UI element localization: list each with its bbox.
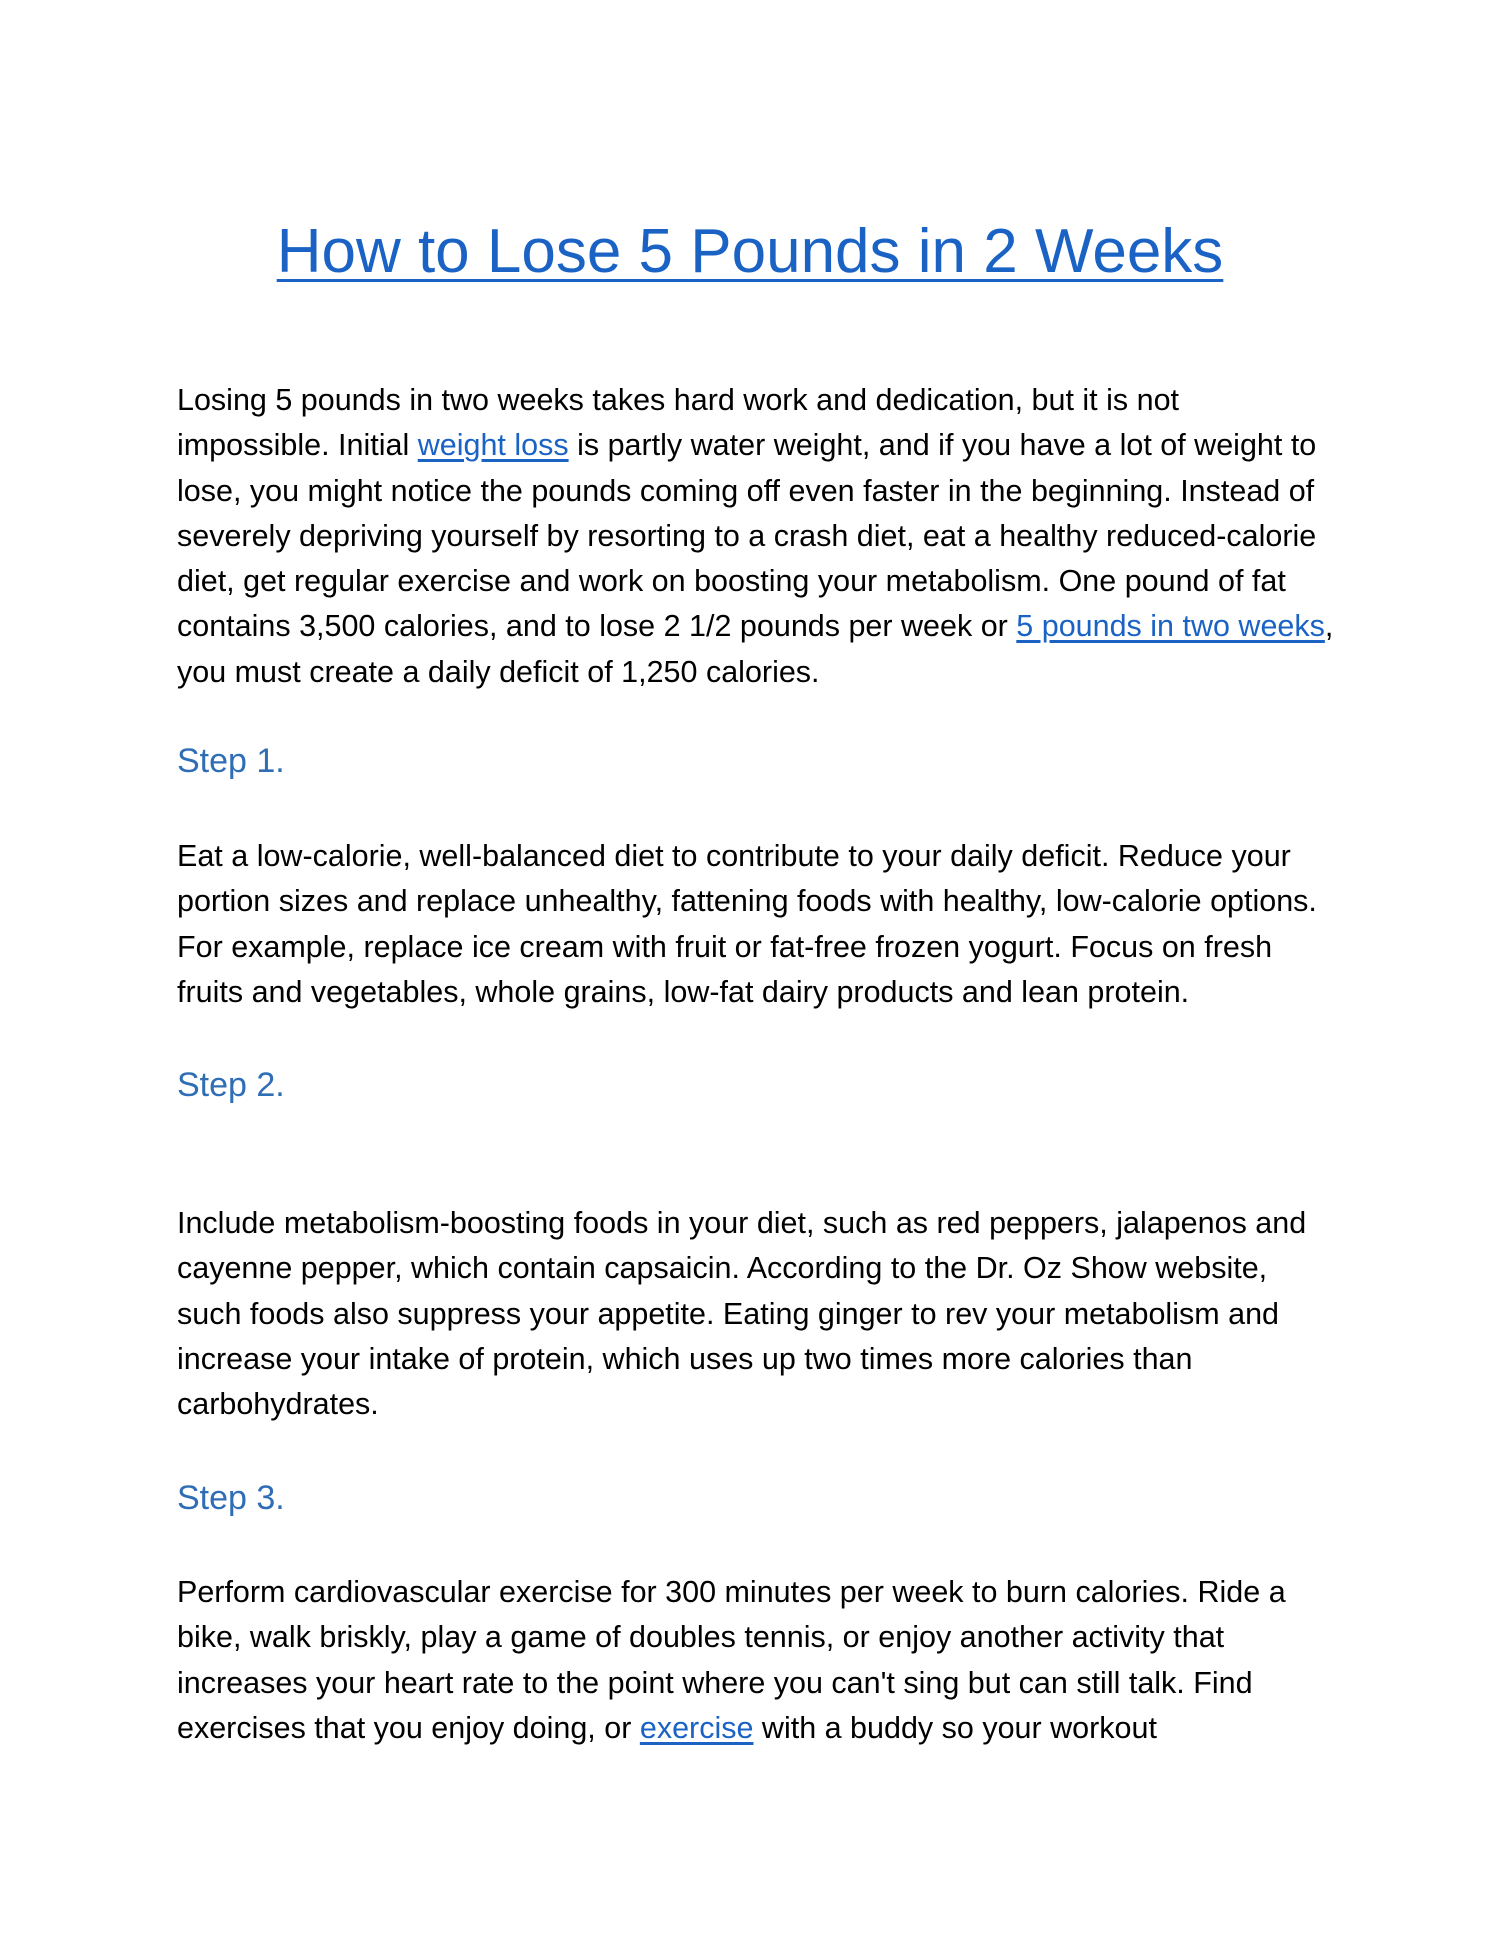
weight-loss-link[interactable]: weight loss bbox=[417, 428, 569, 463]
step-2-paragraph: Include metabolism-boosting foods in your diet, such as red peppers, jalapenos and cayenne pepper, which contain capsaicin. According to the Dr. Oz Show website, such foods also suppress your appetite. Eating ginger to rev your metabolism and increase your intake of protein, which uses up two times more calories than carbohydrates. bbox=[177, 1206, 1307, 1422]
intro-text-3: , you must create a daily deficit of 1,250 calories. bbox=[177, 609, 1334, 689]
step-1-paragraph: Eat a low-calorie, well-balanced diet to contribute to your daily deficit. Reduce your portion sizes and replace unhealthy, fattening foods with healthy, low-calorie options. For example, replace ice cream with fruit or fat-free frozen yogurt. Focus on fresh fruits and vegetables, whole grains, low-fat dairy products and lean protein. bbox=[177, 839, 1317, 1009]
intro-paragraph bbox=[177, 378, 1337, 695]
step-2-heading: Step 2. bbox=[177, 1066, 285, 1104]
intro-text-1: Losing 5 pounds in two weeks takes hard work and dedication, but it is not impossible. Initial bbox=[177, 383, 1180, 463]
document-title[interactable]: How to Lose 5 Pounds in 2 Weeks bbox=[276, 217, 1224, 286]
exercise-link[interactable]: exercise bbox=[639, 1710, 754, 1745]
step-3-paragraph bbox=[177, 1570, 1337, 1751]
step-1-heading: Step 1. bbox=[177, 742, 285, 780]
five-pounds-link[interactable]: 5 pounds in two weeks bbox=[1016, 609, 1325, 644]
step-3-text-1: Perform cardiovascular exercise for 300 minutes per week to burn calories. Ride a bike, walk briskly, play a game of doubles tennis, or enjoy another activity that increases your heart rate to the point where you can't sing but can still talk. Find exercises that you enjoy doing, or bbox=[177, 1575, 1286, 1745]
step-3-text-2: with a buddy so your workout bbox=[753, 1710, 1157, 1745]
step-3-heading: Step 3. bbox=[177, 1479, 285, 1517]
intro-text-2: is partly water weight, and if you have a lot of weight to lose, you might notice the pounds coming off even faster in the beginning. Instead of severely depriving yourself by resorting to a crash diet, eat a healthy reduced-calorie diet, get regular exercise and work on boosting your metabolism. One pound of fat contains 3,500 calories, and to lose 2 1/2 pounds per week or bbox=[177, 428, 1317, 644]
